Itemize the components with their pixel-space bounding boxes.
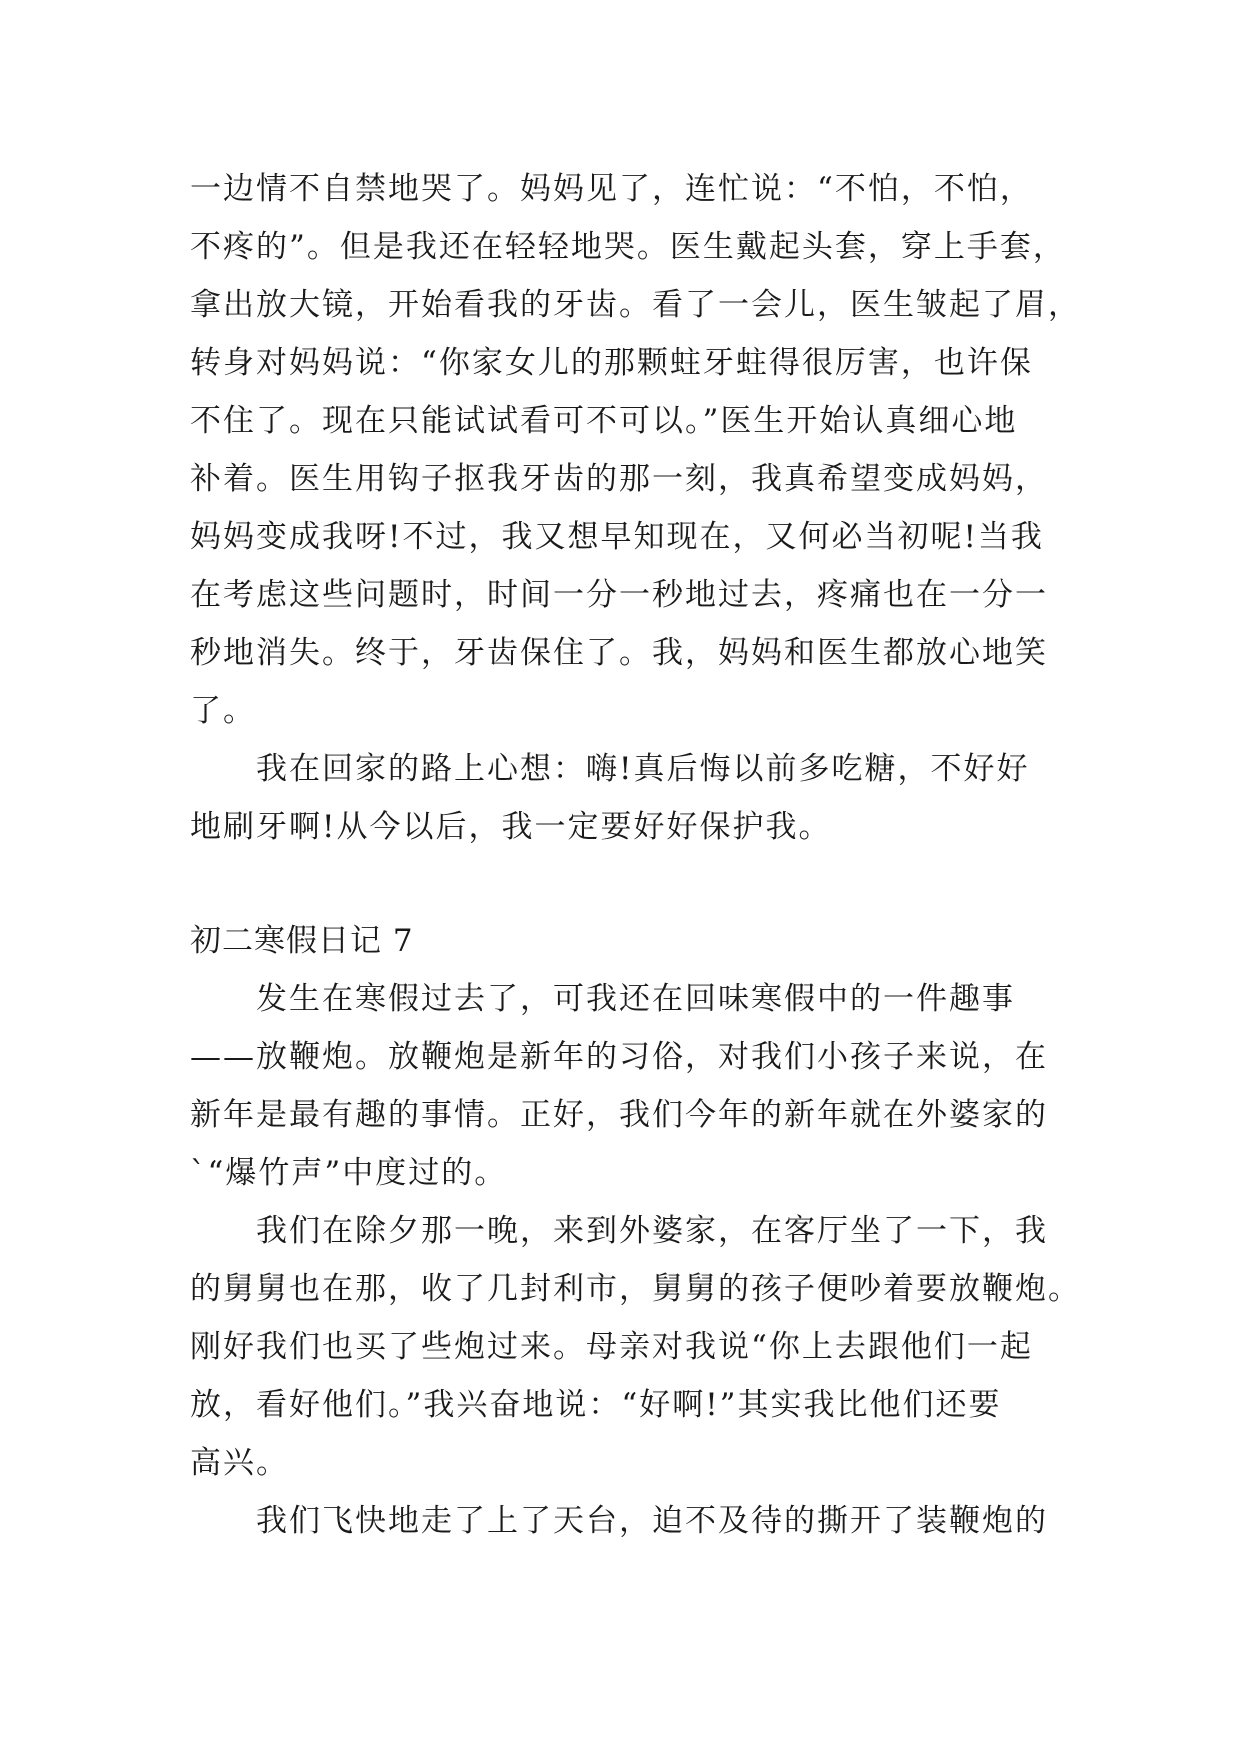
text-line: 放，看好他们。”我兴奋地说：“好啊!”其实我比他们还要	[190, 1387, 1002, 1423]
text-line: 了。	[190, 693, 256, 729]
text-line: 拿出放大镜，开始看我的牙齿。看了一会儿，医生皱起了眉，	[190, 287, 1081, 323]
text-line: 我在回家的路上心想：嗨!真后悔以前多吃糖，不好好	[256, 751, 1030, 787]
paragraph	[190, 1492, 1060, 1550]
text-line: 刚好我们也买了些炮过来。母亲对我说“你上去跟他们一起	[190, 1329, 1033, 1365]
paragraph	[190, 970, 1060, 1202]
text-line: 秒地消失。终于，牙齿保住了。我，妈妈和医生都放心地笑	[190, 635, 1048, 671]
text-line: 不疼的”。但是我还在轻轻地哭。医生戴起头套，穿上手套，	[190, 229, 1066, 265]
text-line: 发生在寒假过去了，可我还在回味寒假中的一件趣事	[256, 981, 1015, 1017]
section-heading: 初二寒假日记 7	[190, 923, 414, 959]
text-line: 一边情不自禁地哭了。妈妈见了，连忙说：“不怕，不怕，	[190, 171, 1033, 207]
text-line: `“爆竹声”中度过的。	[190, 1155, 508, 1191]
text-line: 我们飞快地走了上了天台，迫不及待的撕开了装鞭炮的	[256, 1503, 1048, 1539]
text-line: 的舅舅也在那，收了几封利市，舅舅的孩子便吵着要放鞭炮。	[190, 1271, 1081, 1307]
paragraph	[190, 1202, 1081, 1492]
text-line: ——放鞭炮。放鞭炮是新年的习俗，对我们小孩子来说，在	[190, 1039, 1048, 1075]
text-line: 新年是最有趣的事情。正好，我们今年的新年就在外婆家的	[190, 1097, 1048, 1133]
paragraph	[190, 740, 1060, 856]
text-line: 地刷牙啊!从今以后，我一定要好好保护我。	[190, 809, 832, 845]
text-line: 转身对妈妈说：“你家女儿的那颗蛀牙蛀得很厉害，也许保	[190, 345, 1033, 381]
text-line: 妈妈变成我呀!不过，我又想早知现在，又何必当初呢!当我	[190, 519, 1044, 555]
text-line: 我们在除夕那一晚，来到外婆家，在客厅坐了一下，我	[256, 1213, 1048, 1249]
text-line: 不住了。现在只能试试看可不可以。”医生开始认真细心地	[190, 403, 1018, 439]
text-line: 补着。医生用钩子抠我牙齿的那一刻，我真希望变成妈妈，	[190, 461, 1048, 497]
text-line: 高兴。	[190, 1445, 289, 1481]
document-page	[190, 160, 1081, 1550]
text-line: 在考虑这些问题时，时间一分一秒地过去，疼痛也在一分一	[190, 577, 1048, 613]
paragraph	[190, 160, 1081, 740]
